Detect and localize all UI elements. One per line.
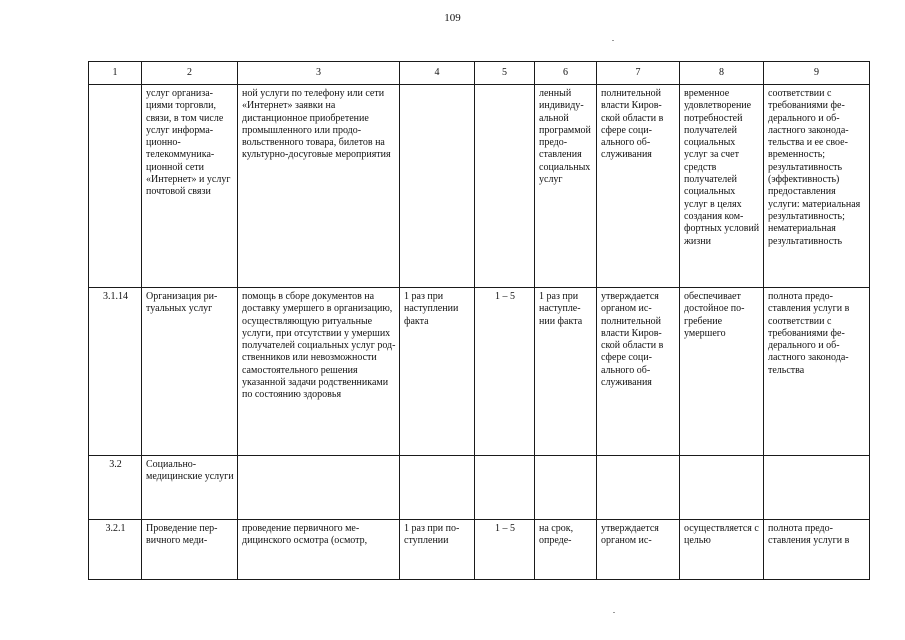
column-number-3: 3 xyxy=(238,62,400,85)
table-row xyxy=(89,85,870,288)
services-table xyxy=(88,61,870,580)
service-frequency: 1 раз при поступлении xyxy=(400,520,475,580)
column-number-4: 4 xyxy=(400,62,475,85)
column-number-2: 2 xyxy=(142,62,238,85)
column-number-5: 5 xyxy=(475,62,535,85)
service-units xyxy=(475,456,535,520)
row-number: 3.2 xyxy=(89,456,142,520)
service-cost: утверждается органом исполнительной власти Кировской области в сфере социального обслуживания xyxy=(597,288,680,456)
row-number: 3.1.14 xyxy=(89,288,142,456)
column-number-1: 1 xyxy=(89,62,142,85)
service-name: Социально-медицинские услуги xyxy=(142,456,238,520)
table-row xyxy=(89,288,870,456)
service-units: 1 – 5 xyxy=(475,520,535,580)
service-description xyxy=(238,456,400,520)
service-name: Организация ритуальных услуг xyxy=(142,288,238,456)
table-row xyxy=(89,520,870,580)
table-row xyxy=(89,456,870,520)
row-number: 3.2.1 xyxy=(89,520,142,580)
service-cost xyxy=(597,456,680,520)
column-number-6: 6 xyxy=(535,62,597,85)
service-term: ленный индивидуальной программой предоставления социальных услуг xyxy=(535,85,597,288)
service-conditions xyxy=(680,456,764,520)
service-description: помощь в сборе документов на доставку умершего в организацию, осуществляющую ритуальные услуги, при отсутствии у умерших получателей социальных услуг родственников или невозможности самостоятельного решения указанной задачи родственниками по состоянию здоровья xyxy=(238,288,400,456)
service-conditions: обеспечивает достойное погребение умершего xyxy=(680,288,764,456)
service-conditions: временное удовлетворение потребностей получателей социальных услуг за счет средств получателей социальных услуг в целях создания комфортных условий жизни xyxy=(680,85,764,288)
column-number-8: 8 xyxy=(680,62,764,85)
service-conditions: осуществляется с целью xyxy=(680,520,764,580)
service-cost: полнительной власти Кировской области в сфере социального обслуживания xyxy=(597,85,680,288)
service-description: проведение первичного медицинского осмотра (осмотр, xyxy=(238,520,400,580)
service-quality xyxy=(764,456,870,520)
table-header-row xyxy=(89,62,870,85)
service-frequency: 1 раз при наступлении факта xyxy=(400,288,475,456)
column-number-7: 7 xyxy=(597,62,680,85)
service-term xyxy=(535,456,597,520)
service-quality: полнота предоставления услуги в соответствии с требованиями федерального и областного законодательства xyxy=(764,288,870,456)
page-number: 109 xyxy=(444,12,461,24)
service-name: Проведение первичного меди- xyxy=(142,520,238,580)
row-number xyxy=(89,85,142,288)
service-term: 1 раз при наступлении факта xyxy=(535,288,597,456)
service-name: услуг организациями торговли, связи, в том числе услуг информационно-телекоммуникационной сети «Интернет» и услуг почтовой связи xyxy=(142,85,238,288)
service-term: на срок, опреде- xyxy=(535,520,597,580)
service-frequency xyxy=(400,85,475,288)
scan-speck xyxy=(612,40,614,41)
service-description: ной услуги по телефону или сети «Интернет» заявки на дистанционное приобретение промышленного или продовольственного товара, билетов на культурно-досуговые мероприятия xyxy=(238,85,400,288)
service-units xyxy=(475,85,535,288)
service-units: 1 – 5 xyxy=(475,288,535,456)
service-cost: утверждается органом ис- xyxy=(597,520,680,580)
service-frequency xyxy=(400,456,475,520)
column-number-9: 9 xyxy=(764,62,870,85)
service-quality: полнота предоставления услуги в xyxy=(764,520,870,580)
scan-speck xyxy=(613,612,615,613)
service-quality: соответствии с требованиями федерального и областного законодательства и ее своевременность; результативность (эффективность) предоставления услуги: материальная результативность; нематериальная результативность xyxy=(764,85,870,288)
